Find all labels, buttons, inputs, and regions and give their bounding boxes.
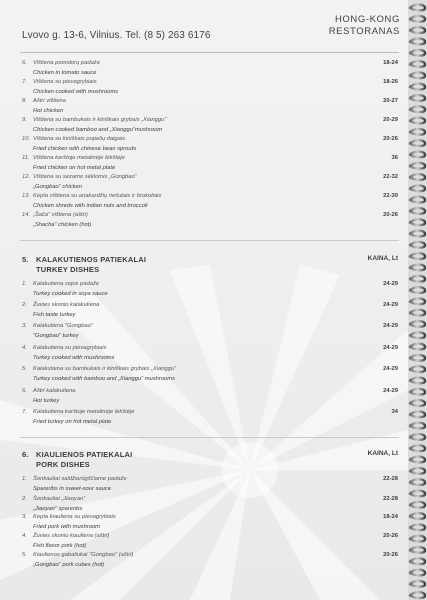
restaurant-address: Lvovo g. 13-6, Vilnius. Tel. (8 5) 263 6176 bbox=[22, 30, 211, 41]
item-name-lt: Kalakutiena karštoje metalinėje lėkštėje bbox=[33, 409, 135, 415]
item-price: 20-26 bbox=[383, 212, 398, 218]
section-title-lt: KIAULIENOS PATIEKALAI bbox=[36, 450, 133, 459]
item-price: 22-28 bbox=[383, 496, 398, 502]
item-number: 5. bbox=[22, 366, 27, 372]
item-name-en: Fried chicken with chinese bean sprouts bbox=[33, 146, 137, 152]
item-name-lt: Vištiena karštoje metalinėje lėkštėje bbox=[33, 155, 125, 161]
item-price: 20-26 bbox=[383, 533, 398, 539]
section-number: 6. bbox=[22, 450, 29, 459]
menu-item bbox=[0, 366, 408, 390]
item-number: 12. bbox=[22, 174, 31, 180]
item-number: 6. bbox=[22, 388, 27, 394]
header-divider bbox=[20, 52, 399, 53]
item-name-en: Spareribs in sweet-sour sauce bbox=[33, 486, 111, 492]
item-price: 36 bbox=[391, 155, 398, 161]
item-number: 9. bbox=[22, 117, 27, 123]
price-column-header: KAINA, Lt bbox=[367, 450, 398, 457]
item-name-lt: Šonkauliai saldžiarūgščiame padaže bbox=[33, 476, 127, 482]
item-name-en: Fish flavor pork (hot) bbox=[33, 543, 87, 549]
item-name-lt: Vištiena pomidorų padaže bbox=[33, 60, 100, 66]
item-price: 22-30 bbox=[383, 193, 398, 199]
item-number: 5. bbox=[22, 552, 27, 558]
item-name-en: Fish taste turkey bbox=[33, 312, 76, 318]
brand-line-2: RESTORANAS bbox=[328, 26, 400, 37]
item-name-en: Hot chicken bbox=[33, 108, 64, 114]
menu-item bbox=[0, 212, 408, 236]
item-name-en: „Jiaoyan“ spareribs bbox=[33, 506, 83, 512]
item-name-lt: „Šača“ vištiena (aštri) bbox=[33, 212, 88, 218]
item-name-lt: Vištiena su pievagrybiais bbox=[33, 79, 97, 85]
item-price: 20-27 bbox=[383, 98, 398, 104]
item-number: 4. bbox=[22, 533, 27, 539]
item-number: 8. bbox=[22, 98, 27, 104]
restaurant-name bbox=[329, 14, 400, 38]
item-price: 34 bbox=[391, 409, 398, 415]
item-name-en: „Shacha“ chicken (hot) bbox=[33, 222, 92, 228]
item-number: 11. bbox=[22, 155, 30, 161]
item-name-en: Chicken shreds with indian nuts and broccoli bbox=[33, 203, 148, 209]
section-title-en: PORK DISHES bbox=[36, 460, 90, 469]
item-price: 24-29 bbox=[383, 323, 398, 329]
item-price: 22-28 bbox=[383, 476, 398, 482]
section-title-en: TURKEY DISHES bbox=[36, 265, 100, 274]
section-number: 5. bbox=[22, 255, 29, 264]
item-name-en: „Gongbao“ chicken bbox=[33, 184, 82, 190]
item-number: 7. bbox=[22, 79, 27, 85]
item-price: 22-32 bbox=[383, 174, 398, 180]
section-title-lt: KALAKUTIENOS PATIEKALAI bbox=[36, 255, 147, 264]
item-name-lt: Aštri vištiena bbox=[33, 98, 66, 104]
item-price: 24-29 bbox=[383, 366, 398, 372]
item-name-lt: Kepta vištiena su anakardžių riešutais ir brokoliais bbox=[33, 193, 162, 199]
item-name-en: "Gongbao" turkey bbox=[33, 333, 79, 339]
item-name-en: Fried turkey on hot metal plate bbox=[33, 419, 112, 425]
item-number: 10. bbox=[22, 136, 31, 142]
item-name-lt: Vištiena su kiniškais pupelių daigais bbox=[33, 136, 126, 142]
item-name-en: Chicken cooked with mushrooms bbox=[33, 89, 119, 95]
item-name-lt: Kalakutiena sojos padaže bbox=[33, 281, 100, 287]
item-price: 20-26 bbox=[383, 552, 398, 558]
price-column-header: KAINA, Lt bbox=[367, 255, 398, 262]
item-name-en: Turkey cooked with bamboo and „Xianggu“ mushrooms bbox=[33, 376, 175, 382]
item-price: 18-24 bbox=[383, 514, 398, 520]
menu-item bbox=[0, 552, 408, 576]
item-number: 14. bbox=[22, 212, 31, 218]
item-name-en: Turkey cooked with mushrooms bbox=[33, 355, 115, 361]
item-name-en: Fried chicken on hot metal plate bbox=[33, 165, 116, 171]
menu-item bbox=[0, 323, 408, 347]
item-name-en: Fried pork with mushroom bbox=[33, 524, 101, 530]
spiral-binding bbox=[408, 0, 427, 600]
item-price: 20-26 bbox=[383, 136, 398, 142]
item-name-lt: Žuvies skonio kiauliena (aštri) bbox=[33, 533, 110, 539]
item-number: 2. bbox=[22, 302, 27, 308]
item-name-lt: Aštri kalakutiena bbox=[33, 388, 76, 394]
item-number: 1. bbox=[22, 476, 27, 482]
item-number: 1. bbox=[22, 281, 27, 287]
item-number: 4. bbox=[22, 345, 27, 351]
item-number: 3. bbox=[22, 323, 27, 329]
item-number: 7. bbox=[22, 409, 27, 415]
item-name-en: „Gongbao“ pork cubes (hot) bbox=[33, 562, 105, 568]
item-price: 18-24 bbox=[383, 60, 398, 66]
item-number: 3. bbox=[22, 514, 27, 520]
menu-item bbox=[0, 409, 408, 433]
item-name-lt: Vištiena su bambukais ir kiniškais grybais „Xianggu“ bbox=[33, 117, 167, 123]
item-name-en: Turkey cooked in soya sauce bbox=[33, 291, 108, 297]
item-name-lt: Žuvies skonio kalakutiena bbox=[33, 302, 100, 308]
item-price: 24-29 bbox=[383, 302, 398, 308]
item-number: 13. bbox=[22, 193, 31, 199]
item-name-en: Hot turkey bbox=[33, 398, 60, 404]
item-price: 24-29 bbox=[383, 388, 398, 394]
item-name-en: Chicken in tomato sauce bbox=[33, 70, 97, 76]
item-price: 24-29 bbox=[383, 281, 398, 287]
item-name-en: Chicken cooked bamboo and „Xianggu“mushroom bbox=[33, 127, 163, 133]
item-price: 20-29 bbox=[383, 117, 398, 123]
item-price: 24-29 bbox=[383, 345, 398, 351]
item-name-lt: Vištiena su sezamo sėklomis „Gongbao“ bbox=[33, 174, 137, 180]
item-name-lt: Šonkauliai „Jiaoyan“ bbox=[33, 496, 86, 502]
item-name-lt: Kalakutiena "Gongbao" bbox=[33, 323, 93, 329]
item-name-lt: Kalakutiena su pievagrybiais bbox=[33, 345, 107, 351]
section-divider bbox=[20, 240, 399, 241]
item-number: 6. bbox=[22, 60, 27, 66]
item-name-lt: Kiaulienos gabaliukai "Gongbao" (aštri) bbox=[33, 552, 134, 558]
brand-line-1: HONG-KONG bbox=[334, 14, 400, 25]
item-name-lt: Kepta kiauliena su pievagrybiais bbox=[33, 514, 116, 520]
item-price: 18-26 bbox=[383, 79, 398, 85]
item-name-lt: Kalakutiena su bambukais ir kiniškais grybais „Xianggu“ bbox=[33, 366, 177, 372]
item-number: 2. bbox=[22, 496, 27, 502]
section-divider bbox=[20, 437, 399, 438]
